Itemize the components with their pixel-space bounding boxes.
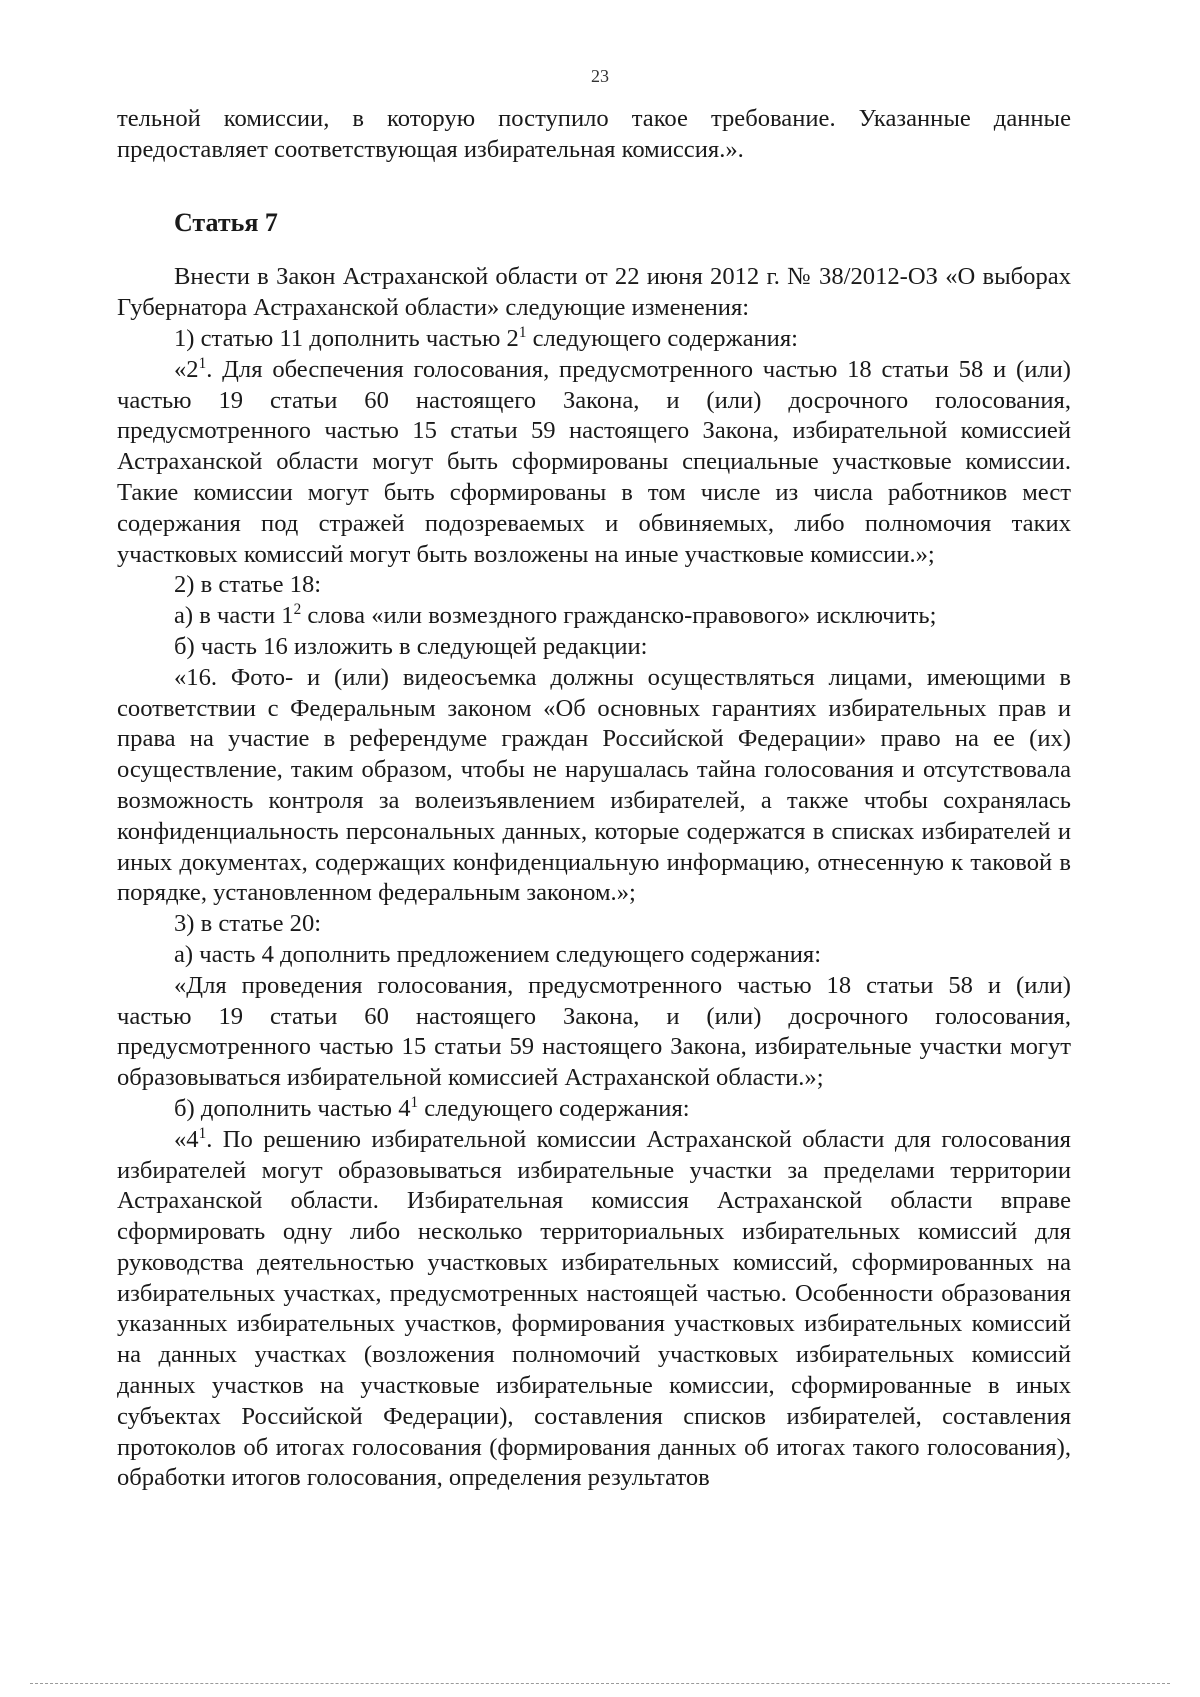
amendment-item-1: 1) статью 11 дополнить частью $2^1$ следующего содержания: [174,323,798,352]
page-bottom-divider [30,1683,1170,1684]
amendment-quote-part-4-1: «$4^1$. По решению избирательной комиссии Астраханской области для голосования избирателей могут образовываться избирательные участки за пределами территории Астраханской области. Избирательная комиссия Астраханской области вправе сформировать одну либо несколько территориальных избирательных комиссий для руководства деятельностью участковых избирательных комиссий, сформированных на избирательных участках, предусмотренных настоящей частью. Особенности образования указанных избирательных участков, формирования участковых избирательных комиссий на данных участках (возложения полномочий участковых избирательных комиссий данных участков на участковые избирательные комиссии, сформированные в иных субъектах Российской Федерации), составления списков избирателей, составления протоколов об итогах голосования (формирования данных об итогах такого голосования), обработки итогов голосования, определения результатов [117,1124,1071,1492]
amendment-subitem-3a: а) часть 4 дополнить предложением следующего содержания: [174,940,822,968]
page-number: 23 [591,66,609,86]
document-body [117,104,1071,1494]
amendment-quote-part-4-sentence: «Для проведения голосования, предусмотренного частью 18 статьи 58 и (или) частью 19 статьи 60 настоящего Закона, и (или) досрочного голосования, предусмотренного частью 15 статьи 59 настоящего Закона, избирательные участки могут образовываться избирательной комиссией Астраханской области.»; [117,971,1071,1092]
amendment-subitem-2b: б) часть 16 изложить в следующей редакции: [174,632,648,660]
amendment-item-2: 2) в статье 18: [174,571,322,599]
continuation-paragraph: тельной комиссии, в которую поступило такое требование. Указанные данные предоставляет соответствующая избирательная комиссия.». [117,105,1071,163]
article-heading: Статья 7 [174,207,278,237]
article-preamble: Внести в Закон Астраханской области от 22 июня 2012 г. № 38/2012-ОЗ «О выборах Губернатора Астраханской области» следующие изменения: [117,263,1071,322]
amendment-quote-part-2-1: «$2^1$. Для обеспечения голосования, предусмотренного частью 18 статьи 58 и (или) частью 19 статьи 60 настоящего Закона, и (или) досрочного голосования, предусмотренного частью 15 статьи 59 настоящего Закона, избирательной комиссией Астраханской области могут быть сформированы специальные участковые комиссии. Такие комиссии могут быть сформированы в том числе из числа работников мест содержания под стражей подозреваемых и обвиняемых, либо полномочия таких участковых комиссий могут быть возложены на иные участковые комиссии.»; [117,354,1071,568]
amendment-item-3: 3) в статье 20: [174,910,322,938]
amendment-subitem-3b: б) дополнить частью $4^1$ следующего содержания: [174,1093,690,1122]
amendment-quote-part-16: «16. Фото- и (или) видеосъемка должны осуществляться лицами, имеющими в соответствии с Федеральным законом «Об основных гарантиях избирательных прав и права на участие в референдуме граждан Российской Федерации» право на ее (их) осуществление, таким образом, чтобы не нарушалась тайна голосования и отсутствовала возможность контроля за волеизъявлением избирателей, а также чтобы сохранялась конфиденциальность персональных данных, которые содержатся в списках избирателей и иных документах, содержащих конфиденциальную информацию, отнесенную к таковой в порядке, установленном федеральным законом.»; [117,663,1071,907]
amendment-subitem-2a: а) в части $1^2$ слова «или возмездного гражданско-правового» исключить; [174,600,937,630]
